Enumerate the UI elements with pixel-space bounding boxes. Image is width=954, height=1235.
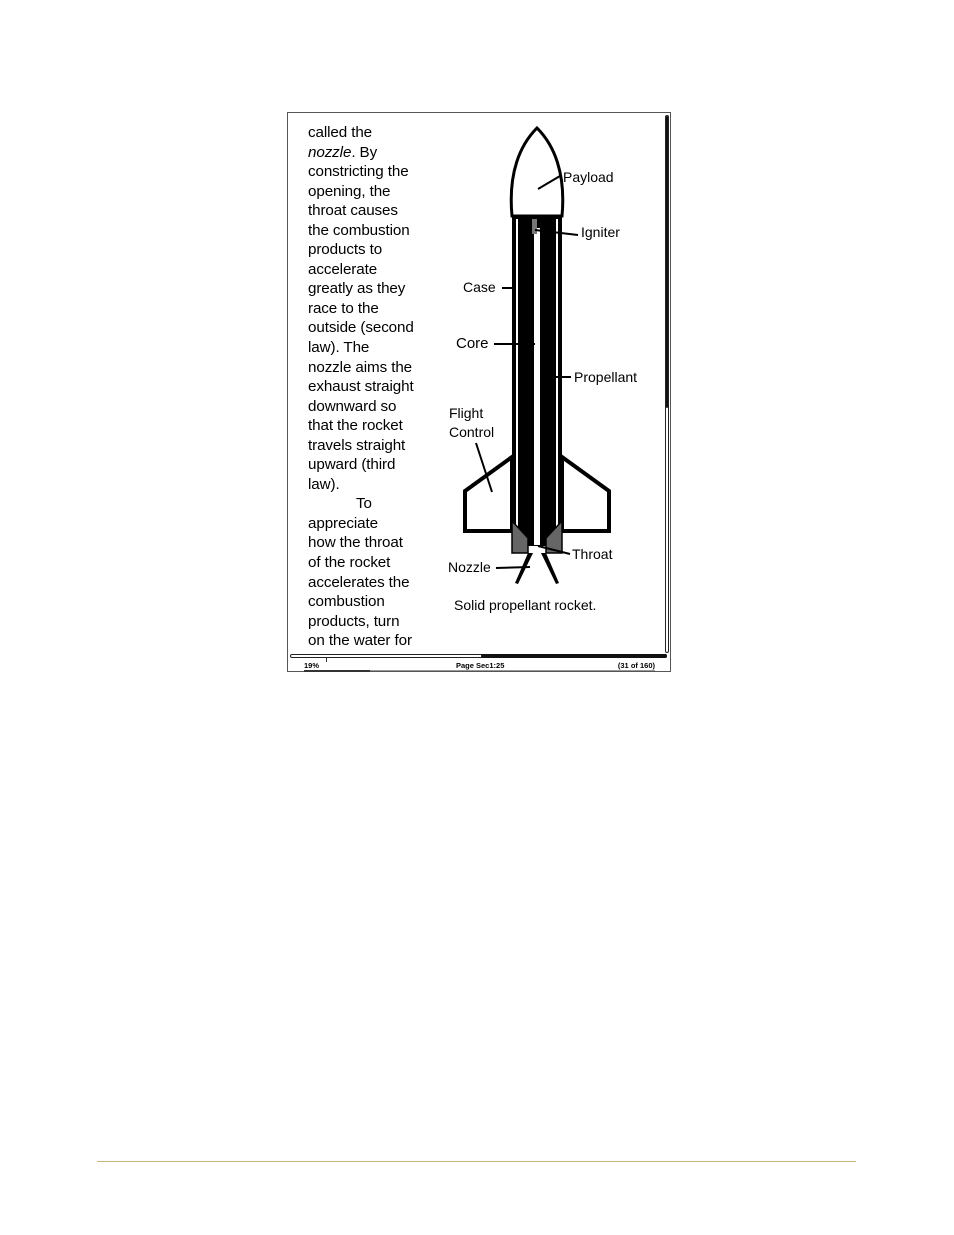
text-line: combustion <box>308 593 385 611</box>
figure-caption: Solid propellant rocket. <box>454 597 597 613</box>
case-line-left <box>516 219 518 537</box>
nozzle-right-bell <box>541 553 559 584</box>
text-line: accelerate <box>308 260 378 278</box>
page-indicator: Page Sec1:25 <box>456 661 505 670</box>
progress-bar <box>304 670 370 672</box>
label-igniter: Igniter <box>581 224 620 240</box>
ebook-reader-viewport <box>287 112 671 672</box>
payload-nose-cone <box>511 128 563 216</box>
label-nozzle: Nozzle <box>448 559 491 575</box>
text-line: outside (second <box>308 319 414 337</box>
text-line: To <box>356 495 372 513</box>
text-fragment: . By <box>351 143 378 161</box>
text-line: upward (third <box>308 456 396 474</box>
text-line: that the rocket <box>308 417 403 435</box>
text-line: accelerates the <box>308 573 410 591</box>
rocket-diagram <box>438 113 668 658</box>
text-line <box>308 143 432 163</box>
text-line: throat causes <box>308 202 398 220</box>
igniter <box>532 219 537 234</box>
footer-rule <box>97 1161 856 1162</box>
status-divider <box>326 658 327 662</box>
core-channel <box>534 228 540 545</box>
text-line: how the throat <box>308 534 403 552</box>
body-text-column <box>308 123 432 651</box>
text-line: products, turn <box>308 612 400 630</box>
text-line: nozzle aims the <box>308 358 413 376</box>
vertical-scrollbar[interactable] <box>665 115 669 653</box>
label-control: Control <box>449 424 495 440</box>
italic-term: nozzle <box>308 143 352 161</box>
text-line: travels straight <box>308 436 406 454</box>
nozzle-leader <box>496 567 530 568</box>
vertical-scroll-thumb[interactable] <box>666 116 668 408</box>
text-line: exhaust straight <box>308 378 414 396</box>
text-line: constricting the <box>308 163 409 181</box>
text-line: greatly as they <box>308 280 406 298</box>
label-payload: Payload <box>563 169 614 185</box>
text-line: race to the <box>308 299 379 317</box>
label-case: Case <box>463 279 496 295</box>
status-bar <box>288 658 670 671</box>
page-count: (31 of 160) <box>617 661 655 670</box>
text-line: law). <box>308 475 340 493</box>
text-line: opening, the <box>308 182 391 200</box>
text-line: downward so <box>308 397 397 415</box>
left-fin <box>465 457 512 531</box>
label-flight: Flight <box>449 405 484 421</box>
progress-percent: 19% <box>304 661 320 670</box>
text-line: of the rocket <box>308 554 391 572</box>
text-line: on the water for <box>308 632 412 650</box>
nozzle-left-bell <box>515 553 533 584</box>
label-propellant: Propellant <box>574 369 638 385</box>
right-fin <box>562 457 609 531</box>
label-throat: Throat <box>572 546 613 562</box>
text-line: products to <box>308 241 383 259</box>
label-core: Core <box>456 335 489 352</box>
text-line: the combustion <box>308 221 410 239</box>
text-line: law). The <box>308 339 370 357</box>
text-line: appreciate <box>308 514 378 532</box>
text-line: called the <box>308 124 373 141</box>
